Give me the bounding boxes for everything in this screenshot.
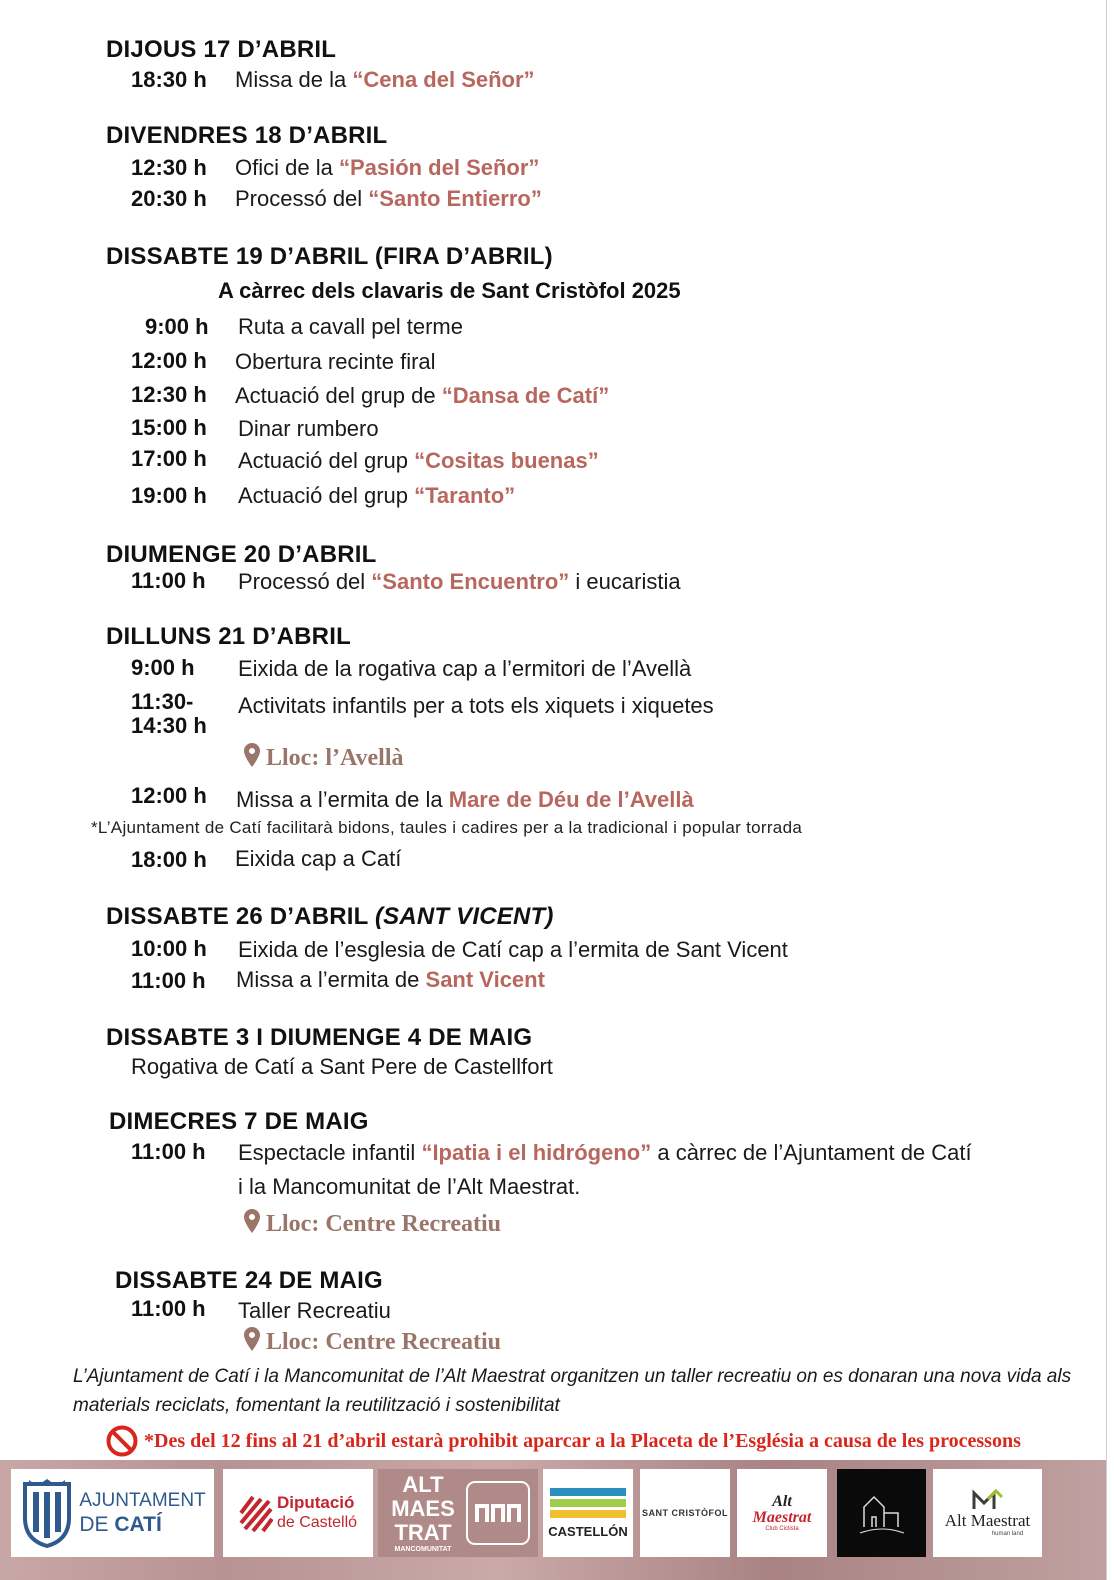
logo-ajuntament-cati: AJUNTAMENT DE CATÍ [11, 1469, 214, 1557]
logo-alt-maestrat-mancomunitat: ALT MAES TRAT MANCOMUNITAT [378, 1469, 538, 1557]
event-description: Dinar rumbero [238, 416, 379, 441]
day-heading: DILLUNS 21 D’ABRIL [106, 623, 351, 650]
church-sketch-icon [852, 1483, 912, 1543]
event-time: 11:00 h [131, 1139, 206, 1164]
logo-alt-maestrat-human-land: Alt Maestrat human land [933, 1469, 1042, 1557]
event-description: Eixida de la rogativa cap a l’ermitori de l’Avellà [238, 656, 692, 681]
event-time-range: 11:30- 14:30 h [131, 689, 207, 738]
logo-club-ciclista: Alt Maestrat Club Ciclista [737, 1469, 827, 1557]
event-time: 19:00 h [131, 483, 207, 508]
cati-shield-icon [19, 1478, 75, 1548]
event-time: 9:00 h [131, 655, 195, 680]
event-time: 17:00 h [131, 446, 207, 471]
event-description-line2: i la Mancomunitat de l’Alt Maestrat. [238, 1174, 581, 1199]
m-mountain-icon [972, 1489, 1004, 1511]
day-heading: DIJOUS 17 D’ABRIL [106, 36, 337, 63]
event-time: 12:30 h [131, 382, 207, 407]
event-time: 20:30 h [131, 186, 207, 211]
event-description: Processó del “Santo Encuentro” i eucaristia [238, 569, 681, 594]
map-pin-icon [244, 743, 260, 767]
event-description: Taller Recreatiu [238, 1298, 391, 1323]
event-time: 15:00 h [131, 415, 207, 440]
event-description: Missa a l’ermita de la Mare de Déu de l’Avellà [236, 787, 694, 812]
event-description: Activitats infantils per a tots els xiquets i xiquetes [238, 693, 714, 718]
logo-castellon: CASTELLÓN [543, 1469, 633, 1557]
event-description: Ruta a cavall pel terme [238, 314, 463, 339]
map-pin-icon [244, 1209, 260, 1233]
no-parking-icon [106, 1425, 138, 1457]
torrada-note: *L’Ajuntament de Catí facilitarà bidons, taules i cadires per a la tradicional i popular torrada [91, 818, 803, 837]
event-description: Actuació del grup “Taranto” [238, 483, 516, 508]
event-time: 18:30 h [131, 67, 207, 92]
event-time: 18:00 h [131, 847, 207, 872]
location-label: Lloc: Centre Recreatiu [244, 1209, 501, 1238]
day-heading: DISSABTE 3 I DIUMENGE 4 DE MAIG [106, 1024, 533, 1051]
day-heading: DIUMENGE 20 D’ABRIL [106, 541, 377, 568]
logo-sant-cristofol: SANT CRISTÒFOL [640, 1469, 730, 1557]
taller-note: L’Ajuntament de Catí i la Mancomunitat de l’Alt Maestrat organitzen un taller recreatiu on es donaran una nova vida als materials reciclats, fomentant la reutilització i sostenibilitat [73, 1366, 1072, 1416]
event-description: Missa de la “Cena del Señor” [235, 67, 535, 92]
event-time: 12:00 h [131, 783, 207, 808]
day-subtitle: A càrrec dels clavaris de Sant Cristòfol 2025 [218, 278, 681, 303]
day-heading: DISSABTE 24 DE MAIG [115, 1267, 383, 1294]
event-description: Obertura recinte firal [235, 349, 436, 374]
day-heading: DIVENDRES 18 D’ABRIL [106, 122, 388, 149]
logo-diputacio-castello: Diputació de Castelló [223, 1469, 373, 1557]
event-description: Ofici de la “Pasión del Señor” [235, 155, 540, 180]
event-description: Rogativa de Catí a Sant Pere de Castellfort [131, 1054, 553, 1079]
event-description: Eixida de l’esglesia de Catí cap a l’ermita de Sant Vicent [238, 937, 788, 962]
event-description: Eixida cap a Catí [235, 846, 402, 871]
event-time: 12:30 h [131, 155, 207, 180]
contour-map-icon [463, 1478, 533, 1548]
location-label: Lloc: l’Avellà [244, 743, 404, 772]
map-pin-icon [244, 1327, 260, 1351]
day-heading: DIMECRES 7 DE MAIG [109, 1108, 369, 1135]
day-heading: DISSABTE 19 D’ABRIL (FIRA D’ABRIL) [106, 243, 553, 270]
logo-black-badge [837, 1469, 926, 1557]
diputacio-emblem-icon [239, 1493, 273, 1533]
event-time: 11:00 h [131, 1296, 206, 1321]
event-description: Espectacle infantil “Ipatia i el hidrógeno” a càrrec de l’Ajuntament de Catí [238, 1140, 972, 1165]
event-time: 9:00 h [145, 314, 209, 339]
event-time: 11:00 h [131, 568, 206, 593]
parking-warning: *Des del 12 fins al 21 d’abril estarà prohibit aparcar a la Placeta de l’Església a causa de les processons [144, 1430, 1021, 1452]
event-description: Processó del “Santo Entierro” [235, 186, 542, 211]
event-time: 10:00 h [131, 936, 207, 961]
event-time: 11:00 h [131, 968, 206, 993]
event-time: 12:00 h [131, 348, 207, 373]
location-label: Lloc: Centre Recreatiu [244, 1327, 501, 1356]
event-description: Actuació del grup “Cositas buenas” [238, 448, 599, 473]
event-description: Missa a l’ermita de Sant Vicent [236, 967, 545, 992]
day-heading: DISSABTE 26 D’ABRIL (SANT VICENT) [106, 903, 554, 930]
event-description: Actuació del grup de “Dansa de Catí” [235, 383, 610, 408]
